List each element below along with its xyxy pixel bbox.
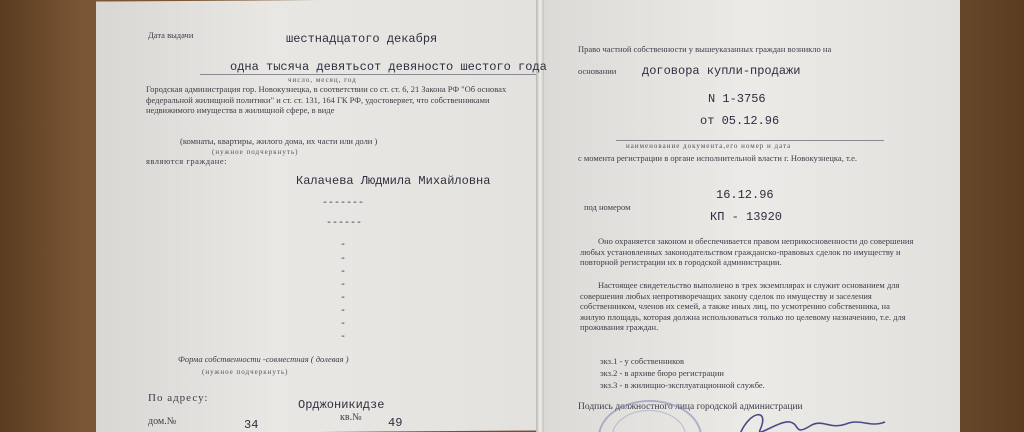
document-number: N 1-3756 [708, 92, 766, 106]
underline-hint-2: (нужное подчеркнуть) [202, 368, 289, 376]
handwritten-signature [730, 400, 890, 432]
document-hint: наименование документа,его номер и дата [626, 142, 792, 150]
underline-hint-1: (нужное подчеркнуть) [212, 148, 299, 156]
ownership-form: Форма собственности -совместная ( долевая ) [178, 354, 349, 364]
apartment-number: 49 [388, 416, 403, 430]
right-heading: Право частной собственности у вышеуказанных граждан возникло на [578, 44, 832, 54]
issue-date-label: Дата выдачи [148, 30, 194, 40]
dash-line: - [340, 267, 347, 278]
basis-label: основании [578, 66, 617, 76]
registration-number: КП - 13920 [710, 210, 783, 224]
street-name: Орджоникидзе [298, 398, 385, 412]
owner-name: Калачева Людмила Михайловна [296, 174, 491, 188]
dash-line: - [340, 319, 347, 330]
issue-year: одна тысяча девятьсот девяносто шестого года [230, 60, 547, 74]
document-date: от 05.12.96 [700, 114, 780, 128]
issue-day-month: шестнадцатого декабря [286, 32, 438, 46]
dash-line: - [340, 306, 347, 317]
dash-line: ------ [326, 218, 363, 229]
dash-line: - [340, 332, 347, 343]
copy-1: экз.1 - у собственников [600, 356, 685, 366]
dash-line: - [340, 280, 347, 291]
copy-2: экз.2 - в архиве бюро регистрации [600, 368, 724, 378]
dash-line: - [340, 240, 347, 251]
basis-document: договора купли-продажи [642, 64, 801, 78]
apartment-label: кв.№ [340, 412, 362, 423]
signature-line: Подпись должностного лица городской администрации [578, 402, 803, 412]
citizens-label: являются граждане: [146, 156, 227, 166]
copies-paragraph: Настоящее свидетельство выполнено в трех экземплярах и служит основанием для совершения любых непротиворечащих закону сделок по имуществу и заселения собственником, членов их семей, а также иных лиц, по усмотрению собственника, на жилую площадь, которая должна использоваться только по целевому назначению, т.е. для проживания граждан. [580, 280, 906, 332]
registration-date: 16.12.96 [716, 188, 774, 202]
copy-3: экз.3 - в жилищно-эксплуатационной службе. [600, 380, 765, 390]
date-hint: число, месяц, год [288, 76, 357, 84]
year-underline [200, 74, 536, 75]
house-number: 34 [244, 418, 259, 432]
address-label: По адресу: [148, 392, 209, 404]
protection-paragraph: Оно охраняется законом и обеспечивается правом неприкосновенности до совершения любых установленных законодательством гражданско-правовых сделок по имуществу и повторной регистрации их в городской администрации. [580, 236, 914, 267]
house-label: дом.№ [148, 416, 177, 427]
property-types: (комнаты, квартиры, жилого дома, их части или доли ) [180, 136, 378, 146]
registration-moment: с момента регистрации в органе исполнительной власти г. Новокузнецка, т.е. [578, 153, 858, 163]
admin-paragraph: Городская администрация гор. Новокузнецка, в соответствии со ст. ст. 6, 21 Закона РФ "Об основах федеральной жилищной политики" и ст. ст. 131, 164 ГК РФ, удостоверяет, что собственниками недвижимого имущества в жилищной сфере, в виде [146, 84, 507, 115]
document-underline [616, 140, 884, 141]
under-number-label: под номером [584, 202, 631, 212]
dash-line: ------- [322, 198, 365, 209]
dash-line: - [340, 254, 347, 265]
dash-line: - [340, 293, 347, 304]
